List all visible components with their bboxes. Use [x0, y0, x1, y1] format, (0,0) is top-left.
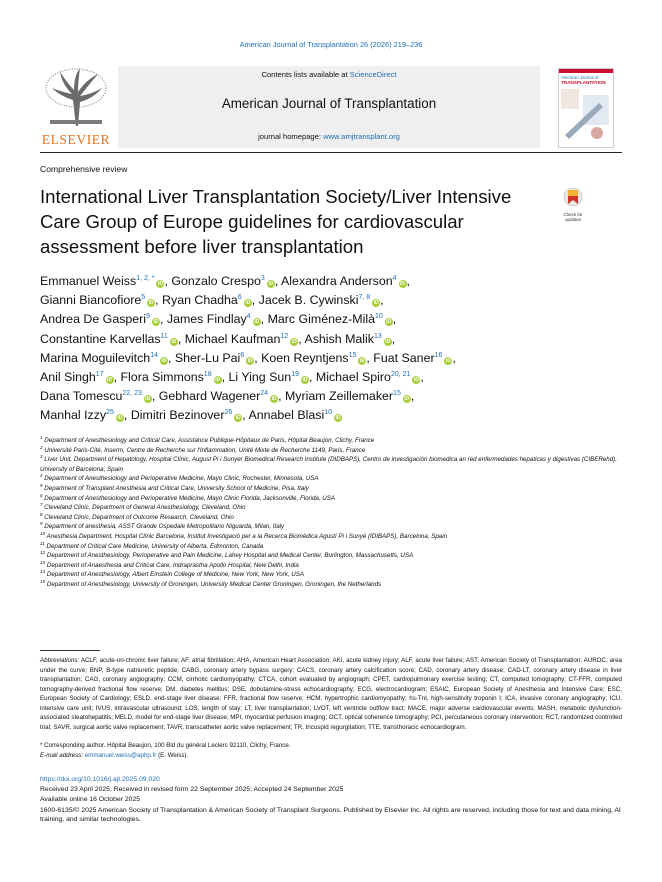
email-link[interactable]: emmanuel.weiss@aphp.fr — [84, 752, 157, 759]
author[interactable]: Constantine Karvellas$^{11}$ — [40, 331, 168, 346]
affiliation: $^{12}$ Department of Anesthesiology, Perioperative and Pain Medicine, Lahey Hospital and Medical Center, Burlington, Massachusetts, USA — [40, 550, 414, 560]
affiliation: $^9$ Department of anesthesia, ASST Grande Ospedale Metropolitano Niguarda, Milan, Italy — [40, 521, 285, 531]
orcid-icon[interactable]: iD — [386, 319, 392, 326]
author[interactable]: Jacek B. Cywinski$^{7, 8}$ — [258, 293, 371, 308]
affiliation: $^5$ Department of Transplant Anesthesia and Critical Care, University School of Medicine, Pisa, Italy — [40, 482, 309, 492]
orcid-icon[interactable]: iD — [245, 300, 251, 307]
orcid-icon[interactable]: iD — [235, 415, 241, 422]
affiliation: $^{13}$ Department of Anaesthesia and Critical Care, Indraprastha Apollo Hospital, New Delhi, India — [40, 559, 299, 569]
author[interactable]: James Findlay$^4$ — [166, 312, 251, 327]
author[interactable]: Flora Simmons$^{18}$ — [120, 370, 212, 385]
affiliation: $^1$ Department of Anesthesiology and Critical Care, Assistance Publique-Hôpitaux de Paris, Hôpital Beaujon, Clichy, France — [40, 435, 375, 444]
orcid-icon[interactable]: iD — [161, 357, 167, 364]
article-type: Comprehensive review — [40, 164, 128, 174]
author[interactable]: Gianni Biancofiore$^5$ — [40, 293, 146, 308]
email-line: E-mail address: emmanuel.weiss@aphp.fr (E. Weiss). — [40, 752, 189, 759]
orcid-icon[interactable]: iD — [385, 338, 391, 345]
author-line: Andrea De Gasperi$^9$iD , James Findlay$^4$iD , Marc Giménez-Milà$^{10}$iD , — [40, 312, 397, 327]
affiliation: $^8$ Cleveland Clinic, Department of Outcome Research, Cleveland, Ohio — [40, 511, 234, 521]
orcid-icon[interactable]: iD — [302, 377, 308, 384]
orcid-icon[interactable]: iD — [373, 300, 379, 307]
author[interactable]: Annabel Blasi$^{10}$ — [248, 408, 333, 423]
orcid-icon[interactable]: iD — [335, 415, 341, 422]
sciencedirect-link[interactable]: ScienceDirect — [349, 70, 397, 79]
orcid-icon[interactable]: iD — [291, 338, 297, 345]
orcid-icon[interactable]: iD — [107, 377, 113, 384]
bookmark-icon — [558, 187, 588, 207]
author[interactable]: Li Ying Sun$^{19}$ — [228, 370, 299, 385]
orcid-icon[interactable]: iD — [404, 396, 410, 403]
orcid-icon[interactable]: iD — [157, 281, 163, 287]
author-line: Gianni Biancofiore$^5$iD , Ryan Chadha$^6$iD , Jacek B. Cywinski$^{7, 8}$iD , — [40, 293, 384, 308]
affiliation: $^7$ Cleveland Clinic, Department of General Anesthesiology, Cleveland, Ohio — [40, 502, 246, 512]
author[interactable]: Dana Tomescu$^{22, 23}$ — [40, 389, 142, 404]
elsevier-logo — [40, 66, 112, 147]
author[interactable]: Fuat Saner$^{16}$ — [373, 350, 443, 365]
author[interactable]: Michael Kaufman$^{12}$ — [184, 331, 289, 346]
elsevier-wordmark: ELSEVIER — [41, 132, 111, 147]
orcid-icon[interactable]: iD — [153, 319, 159, 326]
orcid-icon[interactable]: iD — [171, 338, 177, 345]
homepage-line: journal homepage: www.amjtransplant.org — [258, 132, 400, 141]
available-online: Available online 16 October 2025 — [40, 796, 141, 803]
journal-banner — [118, 66, 540, 148]
doi-link[interactable]: https://doi.org/10.1016/j.ajt.2025.09.020 — [40, 776, 160, 783]
author[interactable]: Dimitri Bezinover$^{26}$ — [130, 408, 233, 423]
orcid-icon[interactable]: iD — [215, 377, 221, 384]
copyright-notice: 1600-6135/© 2025 American Society of Transplantation & American Society of Transplant Surgeons. Published by Elsevier Inc. All rights are reserved, including those for text and data mining, AI training, and similar technologies. — [40, 807, 621, 824]
orcid-icon[interactable]: iD — [145, 396, 151, 403]
article-title: International Liver Transplantation Society/Liver Intensive Care Group of Europe guidelines for cardiovascular assessment before liver transplantation — [40, 186, 512, 257]
author[interactable]: Manhal Izzy$^{25}$ — [40, 408, 114, 423]
author[interactable]: Emmanuel Weiss$^{1, 2, *}$ — [40, 274, 155, 288]
orcid-icon[interactable]: iD — [400, 281, 406, 287]
author-line: Manhal Izzy$^{25}$iD , Dimitri Bezinover$^{26}$iD , Annabel Blasi$^{10}$iD — [40, 408, 341, 423]
corresponding-author: * Corresponding author. Hôpital Beaujon, 100 Bld du général Leclerc 92110, Clichy, France. — [40, 742, 291, 749]
orcid-icon[interactable]: iD — [445, 357, 451, 364]
author[interactable]: Gonzalo Crespo$^3$ — [171, 274, 265, 288]
affiliation: $^{10}$ Anesthesia Department, Hospital Clínic Barcelona, Institut Investigació per a la Recerca Biomèdica Agustí Pi i Sunyé (IDIBAPS), Barcelona, Spain — [40, 530, 448, 540]
abbreviations-label: Abbreviations: — [40, 657, 80, 664]
author-line: Dana Tomescu$^{22, 23}$iD , Gebhard Wagener$^{24}$iD , Myriam Zeillemaker$^{15}$iD , — [40, 389, 415, 404]
journal-cover-thumbnail[interactable] — [558, 68, 614, 148]
author-list — [40, 272, 510, 426]
author[interactable]: Anil Singh$^{17}$ — [40, 370, 104, 385]
check-for-updates-badge[interactable] — [558, 187, 588, 222]
cover-title-line-1: American Journal of — [561, 75, 599, 80]
check-for-updates-label: Check for updates — [563, 212, 583, 222]
affiliation: $^{11}$ Department of Critical Care Medicine, University of Alberta, Edmonton, Canada — [40, 540, 264, 550]
affiliation: $^{15}$ Department of Anesthesiology, University of Groningen, University Medical Center Groningen, Groningen, the Netherlands — [40, 578, 382, 588]
affiliation: $^2$ Université Paris-Cité, Inserm, Centre de Recherche sur l'Inflammation, Unité Mixte de Recherche 1149, Paris, France — [40, 444, 366, 454]
author[interactable]: Ryan Chadha$^6$ — [162, 293, 242, 308]
author[interactable]: Alexandra Anderson$^4$ — [281, 274, 397, 288]
author[interactable]: Sher-Lu Pai$^6$ — [174, 350, 245, 365]
author-line: Constantine Karvellas$^{11}$iD , Michael Kaufman$^{12}$iD , Ashish Malik$^{13}$iD , — [40, 331, 396, 346]
author[interactable]: Marc Giménez-Milà$^{10}$ — [267, 312, 383, 327]
author-line: Marina Moguilevitch$^{14}$iD , Sher-Lu Pai$^6$iD , Koen Reyntjens$^{15}$iD , Fuat Saner$^{16}$iD , — [40, 350, 456, 365]
author[interactable]: Gebhard Wagener$^{24}$ — [158, 389, 269, 404]
author[interactable]: Andrea De Gasperi$^9$ — [40, 312, 150, 327]
author[interactable]: Michael Spiro$^{20, 21}$ — [315, 370, 411, 385]
cover-art-icon — [559, 85, 613, 147]
homepage-link[interactable]: www.amjtransplant.org — [323, 132, 400, 141]
orcid-icon[interactable]: iD — [247, 357, 253, 364]
orcid-icon[interactable]: iD — [271, 396, 277, 403]
affiliation: $^4$ Department of Anesthesiology and Perioperative Medicine, Mayo Clinic, Rochester, Minnesota, USA — [40, 473, 319, 483]
header-divider — [40, 152, 622, 153]
orcid-icon[interactable]: iD — [254, 319, 260, 326]
author[interactable]: Marina Moguilevitch$^{14}$ — [40, 350, 158, 365]
orcid-icon[interactable]: iD — [117, 415, 123, 422]
affiliation: $^6$ Department of Anesthesiology and Perioperative Medicine, Mayo Clinic Florida, Jacksonville, Florida, USA — [40, 492, 336, 502]
contents-line: Contents lists available at ScienceDirect — [261, 70, 397, 79]
received-dates: Received 23 April 2025; Received in revised form 22 September 2025; Accepted 24 September 2025 — [40, 786, 344, 793]
cover-title-line-2: TRANSPLANTATION — [561, 80, 606, 85]
orcid-icon[interactable]: iD — [413, 377, 419, 384]
author[interactable]: Myriam Zeillemaker$^{15}$ — [284, 389, 401, 404]
affiliation: $^3$ Liver Unit, Department of Hepatology, Hospital Clínic, August Pi i Sunyer Biomedical Research Institute (DIDBAPS), Centro de investigación biomedica an red enfermedades hepaticas y digestivas (CIBERehd), University of Barcelona, Spain — [40, 454, 617, 473]
author-line: Anil Singh$^{17}$iD , Flora Simmons$^{18}$iD , Li Ying Sun$^{19}$iD , Michael Spiro$^{20, 21}$iD , — [40, 370, 424, 385]
orcid-icon[interactable]: iD — [268, 281, 274, 287]
abbreviations-text: ACLF, acute-on-chronic liver failure; AF, atrial fibrillation; AHA, American Heart Association; AKI, acute kidney injury; ALF, acute liver failure; AST, American Society of Transplantation; AUROC, area under the curve; BNP, B-type natriuretic peptide; CABG, coronary artery bypass surgery; CACS, coronary artery calcification score; CAD, coronary artery disease; CAD-LT, coronary artery disease in liver transplantation; CAG, coronary angiography; CCM, cirrhotic cardiomyopathy; CTCA, cohort evaluated by angiograph; CPET, cardiopulmonary exercise testing; CT, computed tomography; CT-FFR, computed tomography-derived fractional flow reserve; DM, diabetes mellitus; DSE, dobutamine-stress echocardiography; ECG, electrocardiogram; ESAIC, European Society of Anesthesia and Intensive Care; ESC, European Society of Cardiology; ESLD, end-stage liver disease; FFR, fractional flow reserve; HCM, hypertrophic cardiomyopathy; hs-TnI, high-sensitivity troponin I; ICA, invasive coronary angiography; ICU, intensive care unit; IVUS, intravascular ultrasound; LOS, length of stay; LT, liver transplantation; LVOT, left ventricle outflow tract; MACE, major adverse cardiovascular events; MASH, metabolic dysfunction-associated steatohepatitis; MELD, model for end-stage liver disease; MPI, myocardial perfusion imaging; OCT, optical coherence tomography; PCI, percutaneous coronary intervention; RCT, randomized controlled trial; SAVR, surgical aortic valve replacement; TAVR, transcatheter aortic valve replacement; TR, tricuspid regurgitation; TTE, transthoracic echocardiogram. — [40, 657, 622, 731]
author-line: Emmanuel Weiss$^{1, 2, *}$iD , Gonzalo Crespo$^3$iD , Alexandra Anderson$^4$iD , — [40, 274, 410, 288]
affiliation-list — [40, 436, 625, 590]
elsevier-tree-icon — [40, 66, 112, 128]
journal-reference-link[interactable]: American Journal of Transplantation 26 (2026) 219–236 — [239, 40, 423, 49]
orcid-icon[interactable]: iD — [359, 357, 365, 364]
footnote-divider — [40, 650, 100, 651]
abbreviations-block — [40, 656, 622, 732]
journal-name: American Journal of Transplantation — [221, 96, 437, 111]
affiliation: $^{14}$ Department of Anesthesiology, Albert Einstein College of Medicine, New York, New York, USA — [40, 569, 304, 579]
orcid-icon[interactable]: iD — [148, 300, 154, 307]
author[interactable]: Ashish Malik$^{13}$ — [304, 331, 382, 346]
author[interactable]: Koen Reyntjens$^{15}$ — [261, 350, 357, 365]
